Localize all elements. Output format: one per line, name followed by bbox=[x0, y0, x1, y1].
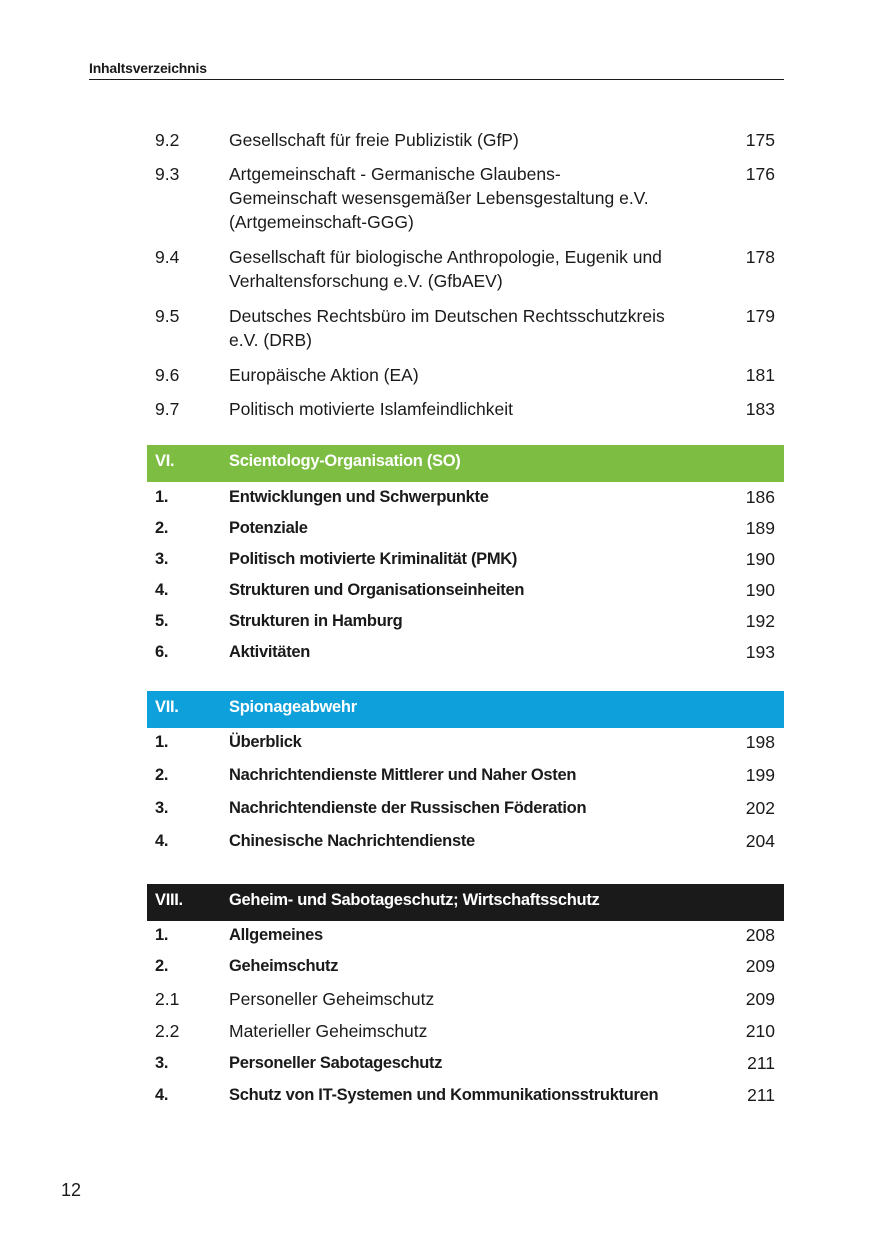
entry-title: Entwicklungen und Schwerpunkte bbox=[229, 488, 489, 506]
entry-page: 175 bbox=[745, 130, 775, 150]
entry-number: 1. bbox=[155, 488, 169, 506]
entry-title: Strukturen und Organisationseinheiten bbox=[229, 581, 525, 599]
entry-page: 190 bbox=[745, 580, 775, 600]
entry-number: 6. bbox=[155, 643, 169, 661]
entry-page: 209 bbox=[745, 956, 775, 976]
section-title: Geheim- und Sabotageschutz; Wirtschaftsschutz bbox=[229, 891, 600, 909]
entry-page: 211 bbox=[747, 1085, 775, 1105]
entry-number: 9.2 bbox=[155, 130, 180, 150]
toc-entry[interactable] bbox=[147, 987, 784, 1011]
toc-entry[interactable] bbox=[147, 640, 784, 664]
entry-number: 9.3 bbox=[155, 164, 180, 184]
toc-entry[interactable] bbox=[147, 547, 784, 571]
entry-number: 9.4 bbox=[155, 247, 180, 267]
entry-number: 2.1 bbox=[155, 989, 180, 1009]
page-number: 12 bbox=[61, 1180, 82, 1200]
entry-title: Gesellschaft für biologische Anthropologie, Eugenik und Verhaltensforschung e.V. (GfbAEV) bbox=[229, 247, 662, 291]
entry-title: Personeller Sabotageschutz bbox=[229, 1054, 443, 1072]
entry-page: 202 bbox=[745, 798, 775, 818]
entry-page: 181 bbox=[745, 365, 775, 385]
entry-page: 192 bbox=[745, 611, 775, 631]
entry-number: 2.2 bbox=[155, 1021, 180, 1041]
entry-number: 2. bbox=[155, 766, 169, 784]
entry-page: 208 bbox=[745, 925, 775, 945]
entry-title: Nachrichtendienste der Russischen Föderation bbox=[229, 799, 587, 817]
entry-title: Nachrichtendienste Mittlerer und Naher Osten bbox=[229, 766, 577, 784]
toc-entry[interactable] bbox=[147, 796, 784, 820]
entry-number: 5. bbox=[155, 612, 169, 630]
entry-number: 4. bbox=[155, 1086, 169, 1104]
entry-page: 211 bbox=[747, 1053, 775, 1073]
entry-title: Potenziale bbox=[229, 519, 308, 537]
section-heading bbox=[147, 884, 784, 921]
toc-entry[interactable] bbox=[147, 609, 784, 633]
entry-page: 176 bbox=[745, 164, 775, 184]
entry-title: Deutsches Rechtsbüro im Deutschen Rechtsschutzkreis e.V. (DRB) bbox=[229, 306, 665, 350]
section-title: Spionageabwehr bbox=[229, 698, 357, 716]
toc-entry[interactable] bbox=[147, 1019, 784, 1043]
toc-entry[interactable] bbox=[147, 954, 784, 978]
entry-page: 210 bbox=[745, 1021, 775, 1041]
entry-number: 1. bbox=[155, 733, 169, 751]
toc-entry[interactable] bbox=[147, 829, 784, 853]
entry-page: 209 bbox=[745, 989, 775, 1009]
entry-title: Chinesische Nachrichtendienste bbox=[229, 832, 475, 850]
entry-title: Strukturen in Hamburg bbox=[229, 612, 403, 630]
entry-title: Artgemeinschaft - Germanische Glaubens- Gemeinschaft wesensgemäßer Lebensgestaltung e.V. (Artgemeinschaft-GGG) bbox=[229, 164, 649, 232]
toc-entry[interactable] bbox=[147, 763, 784, 787]
entry-number: 2. bbox=[155, 519, 169, 537]
toc-entry[interactable] bbox=[147, 923, 784, 947]
section-number: VI. bbox=[155, 452, 175, 470]
entry-title: Geheimschutz bbox=[229, 957, 339, 975]
entry-number: 3. bbox=[155, 1054, 169, 1072]
entry-title: Allgemeines bbox=[229, 926, 323, 944]
entry-page: 193 bbox=[745, 642, 775, 662]
entry-page: 190 bbox=[745, 549, 775, 569]
entry-number: 1. bbox=[155, 926, 169, 944]
entry-number: 9.7 bbox=[155, 399, 180, 419]
toc-entry[interactable] bbox=[147, 245, 784, 293]
table-of-contents bbox=[147, 128, 784, 1107]
entry-number: 4. bbox=[155, 832, 169, 850]
entry-page: 178 bbox=[745, 247, 775, 267]
section-heading bbox=[147, 445, 784, 482]
entry-page: 204 bbox=[745, 831, 775, 851]
entry-page: 199 bbox=[745, 765, 775, 785]
entry-title: Schutz von IT-Systemen und Kommunikationsstrukturen bbox=[229, 1086, 659, 1104]
entry-title: Überblick bbox=[229, 733, 302, 751]
section-number: VII. bbox=[155, 698, 179, 716]
section-title: Scientology-Organisation (SO) bbox=[229, 452, 461, 470]
toc-entry[interactable] bbox=[147, 485, 784, 509]
entry-title: Politisch motivierte Kriminalität (PMK) bbox=[229, 550, 518, 568]
entry-page: 183 bbox=[745, 399, 775, 419]
entry-page: 198 bbox=[745, 732, 775, 752]
section-number: VIII. bbox=[155, 891, 183, 909]
entry-page: 179 bbox=[745, 306, 775, 326]
entry-title: Gesellschaft für freie Publizistik (GfP) bbox=[229, 130, 519, 150]
entry-title: Politisch motivierte Islamfeindlichkeit bbox=[229, 399, 513, 419]
toc-entry[interactable] bbox=[147, 304, 784, 352]
toc-entry[interactable] bbox=[147, 516, 784, 540]
entry-page: 189 bbox=[745, 518, 775, 538]
toc-entry[interactable] bbox=[147, 1051, 784, 1075]
running-header: Inhaltsverzeichnis bbox=[89, 60, 784, 80]
toc-entry[interactable] bbox=[147, 363, 784, 387]
toc-entry[interactable] bbox=[147, 162, 784, 234]
entry-page: 186 bbox=[745, 487, 775, 507]
entry-title: Materieller Geheimschutz bbox=[229, 1021, 428, 1041]
toc-entry[interactable] bbox=[147, 397, 784, 421]
entry-number: 9.5 bbox=[155, 306, 180, 326]
entry-number: 2. bbox=[155, 957, 169, 975]
entry-title: Aktivitäten bbox=[229, 643, 311, 661]
section-heading bbox=[147, 691, 784, 728]
toc-entry[interactable] bbox=[147, 730, 784, 754]
entry-title: Europäische Aktion (EA) bbox=[229, 365, 419, 385]
entry-number: 3. bbox=[155, 550, 169, 568]
entry-number: 3. bbox=[155, 799, 169, 817]
toc-entry[interactable] bbox=[147, 128, 784, 152]
toc-entry[interactable] bbox=[147, 578, 784, 602]
entry-number: 4. bbox=[155, 581, 169, 599]
entry-number: 9.6 bbox=[155, 365, 180, 385]
toc-entry[interactable] bbox=[147, 1083, 784, 1107]
entry-title: Personeller Geheimschutz bbox=[229, 989, 435, 1009]
